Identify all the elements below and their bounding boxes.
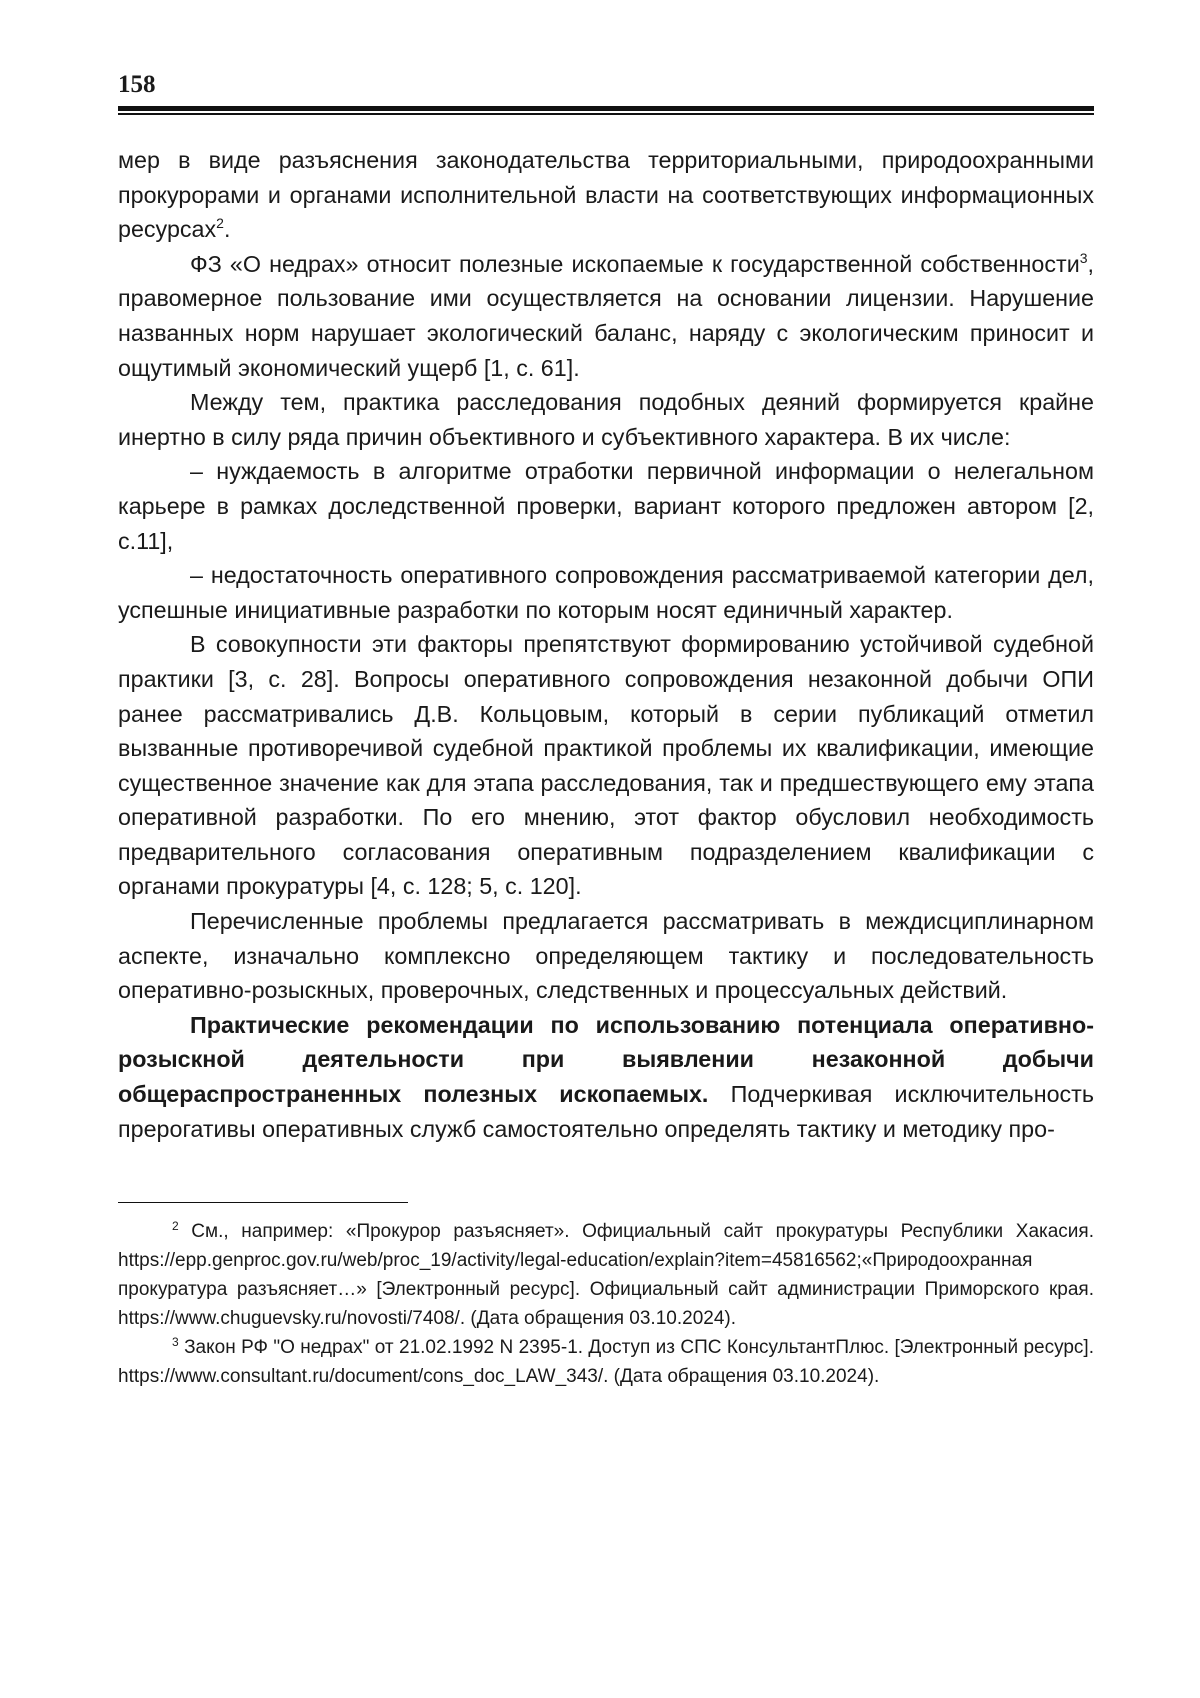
- paragraph: Между тем, практика расследования подобных деяний формируется крайне инертно в силу ряда причин объективного и субъективного характера. В их числе:: [118, 389, 1094, 450]
- paragraph: Перечисленные проблемы предлагается рассматривать в междисциплинарном аспекте, изначально комплексно определяющем тактику и последовательность оперативно-розыскных, проверочных, следственных и процессуальных действий.: [118, 908, 1094, 1004]
- header-rule-thick: [118, 106, 1094, 111]
- footnote: $^2$ См., например: «Прокурор разъясняет». Официальный сайт прокуратуры Республики Хакасия. https://epp.genproc.gov.ru/web/proc_19/activity/legal-education/explain?item=45816562;«Природоохранная прокуратура разъясняет…» [Электронный ресурс]. Официальный сайт администрации Приморского края. https://www.chuguevsky.ru/novosti/7408/. (Дата обращения 03.10.2024).: [118, 1219, 1094, 1330]
- footnote: $^3$ Закон РФ "О недрах" от 21.02.1992 N 2395-1. Доступ из СПС КонсультантПлюс. [Электронный ресурс]. https://www.consultant.ru/document/cons_doc_LAW_343/. (Дата обращения 03.10.2024).: [118, 1335, 1094, 1388]
- footnote-mark: 3: [172, 1335, 179, 1350]
- paragraph: В совокупности эти факторы препятствуют формированию устойчивой судебной практики [3, с. 28]. Вопросы оперативного сопровождения незаконной добычи ОПИ ранее рассматривались Д.В. Кольцовым, который в серии публикаций отметил вызванные противоречивой судебной практикой проблемы их квалификации, имеющие существенное значение как для этапа расследования, так и предшествующего ему этапа оперативной разработки. По его мнению, этот фактор обусловил необходимость предварительного согласования оперативным подразделением квалификации с органами прокуратуры [4, с. 128; 5, с. 120].: [118, 631, 1094, 900]
- section-heading: Практические рекомендации по использованию потенциала оперативно-розыскной деятельности при выявлении незаконной добычи общераспространенных полезных ископаемых.: [118, 1011, 1094, 1108]
- footnote-mark: 2: [172, 1219, 179, 1234]
- list-item: – недостаточность оперативного сопровождения рассматриваемой категории дел, успешные инициативные разработки по которым носят единичный характер.: [118, 562, 1094, 623]
- paragraph: ФЗ «О недрах» относит полезные ископаемые к государственной собственности$^3$, правомерное пользование ими осуществляется на основании лицензии. Нарушение названных норм нарушает экологический баланс, наряду с экологическим приносит и ощутимый экономический ущерб [1, с. 61].: [118, 249, 1094, 381]
- footnotes: [118, 1217, 1094, 1391]
- footnote-ref: 3: [1079, 249, 1088, 266]
- footnote-ref: 2: [216, 215, 224, 232]
- paragraph: мер в виде разъяснения законодательства территориальными, природоохранными прокурорами и органами исполнительной власти на соответствующих информационных ресурсах$^2$.: [118, 147, 1094, 243]
- page-number: 158: [118, 71, 156, 98]
- body-text: [118, 143, 1094, 1146]
- paragraph: Практические рекомендации по использованию потенциала оперативно-розыскной деятельности при выявлении незаконной добычи общераспространенных полезных ископаемых. Подчеркивая исключительность прерогативы оперативных служб самостоятельно определять тактику и методику про-: [118, 1011, 1094, 1142]
- footnote-divider: [118, 1202, 408, 1203]
- page: [118, 70, 1094, 1391]
- header-rule-thin: [118, 113, 1094, 115]
- list-item: – нуждаемость в алгоритме отработки первичной информации о нелегальном карьере в рамках доследственной проверки, вариант которого предложен автором [2, с.11],: [118, 458, 1094, 554]
